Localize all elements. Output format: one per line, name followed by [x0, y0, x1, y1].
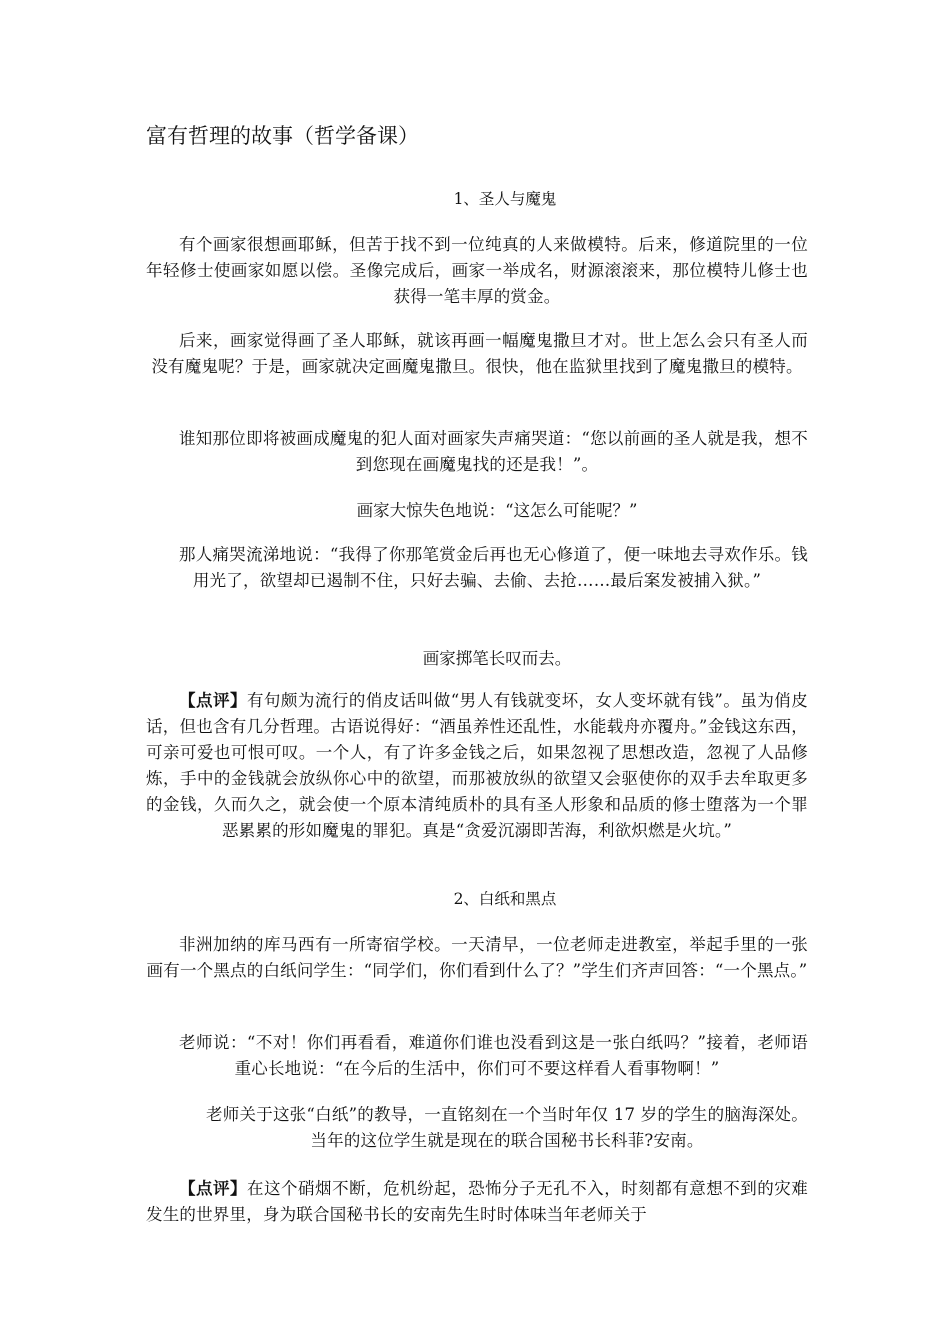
story1-paragraph-5: 那人痛哭流涕地说：“我得了你那笔赏金后再也无心修道了，便一味地去寻欢作乐。钱用光了，欲望却已遏制不住，只好去骗、去偷、去抢……最后案发被捕入狱。”: [179, 545, 808, 590]
comment-tag: 【点评】: [179, 1179, 248, 1198]
story1-paragraph-4: 画家大惊失色地说：“这怎么可能呢？”: [356, 501, 638, 520]
story2-heading: 2、白纸和黑点: [453, 890, 557, 908]
story2-comment: [146, 1176, 808, 1228]
document-title: 富有哲理的故事（哲学备课）: [146, 124, 419, 148]
story1-paragraph-1: 有个画家很想画耶稣，但苦于找不到一位纯真的人来做模特。后来，修道院里的一位年轻修士使画家如愿以偿。圣像完成后，画家一举成名，财源滚滚来，那位模特儿修士也获得一笔丰厚的赏金。: [146, 235, 808, 306]
story1-paragraph-3: 谁知那位即将被画成魔鬼的犯人面对画家失声痛哭道：“您以前画的圣人就是我，想不到您现在画魔鬼找的还是我！”。: [179, 429, 808, 474]
story1-paragraph-2: 后来，画家觉得画了圣人耶稣，就该再画一幅魔鬼撒旦才对。世上怎么会只有圣人而没有魔鬼呢？于是，画家就决定画魔鬼撒旦。很快，他在监狱里找到了魔鬼撒旦的模特。: [151, 331, 808, 376]
story2-paragraph-1: 非洲加纳的库马西有一所寄宿学校。一天清早，一位老师走进教室，举起手里的一张画有一个黑点的白纸问学生：“同学们，你们看到什么了？”学生们齐声回答：“一个黑点。”: [146, 935, 808, 980]
story1-comment: [146, 688, 808, 844]
story1-paragraph-6: 画家掷笔长叹而去。: [422, 649, 572, 668]
story1-heading: 1、圣人与魔鬼: [453, 190, 557, 208]
story2-paragraph-2: 老师说：“不对！你们再看看，难道你们谁也没看到这是一张白纸吗？”接着，老师语重心长地说：“在今后的生活中，你们可不要这样看人看事物啊！”: [179, 1033, 808, 1078]
story2-paragraph-3: 老师关于这张“白纸”的教导，一直铭刻在一个当时年仅 17 岁的学生的脑海深处。当年的这位学生就是现在的联合国秘书长科菲?安南。: [206, 1105, 808, 1150]
comment-tag: 【点评】: [179, 691, 247, 710]
story1-comment-text: 有句颇为流行的俏皮话叫做“男人有钱就变坏，女人变坏就有钱”。虽为俏皮话，但也含有几分哲理。古语说得好：“酒虽养性还乱性，水能载舟亦覆舟。”金钱这东西，可亲可爱也可恨可叹。一个人，有了许多金钱之后，如果忽视了思想改造，忽视了人品修炼，手中的金钱就会放纵你心中的欲望，而那被放纵的欲望又会驱使你的双手去牟取更多的金钱，久而久之，就会使一个原本清纯质朴的具有圣人形象和品质的修士堕落为一个罪恶累累的形如魔鬼的罪犯。真是“贪爱沉溺即苦海，利欲炽燃是火坑。”: [146, 691, 808, 840]
story2-comment-text: 在这个硝烟不断，危机纷起，恐怖分子无孔不入，时刻都有意想不到的灾难发生的世界里，身为联合国秘书长的安南先生时时体味当年老师关于: [146, 1179, 808, 1224]
